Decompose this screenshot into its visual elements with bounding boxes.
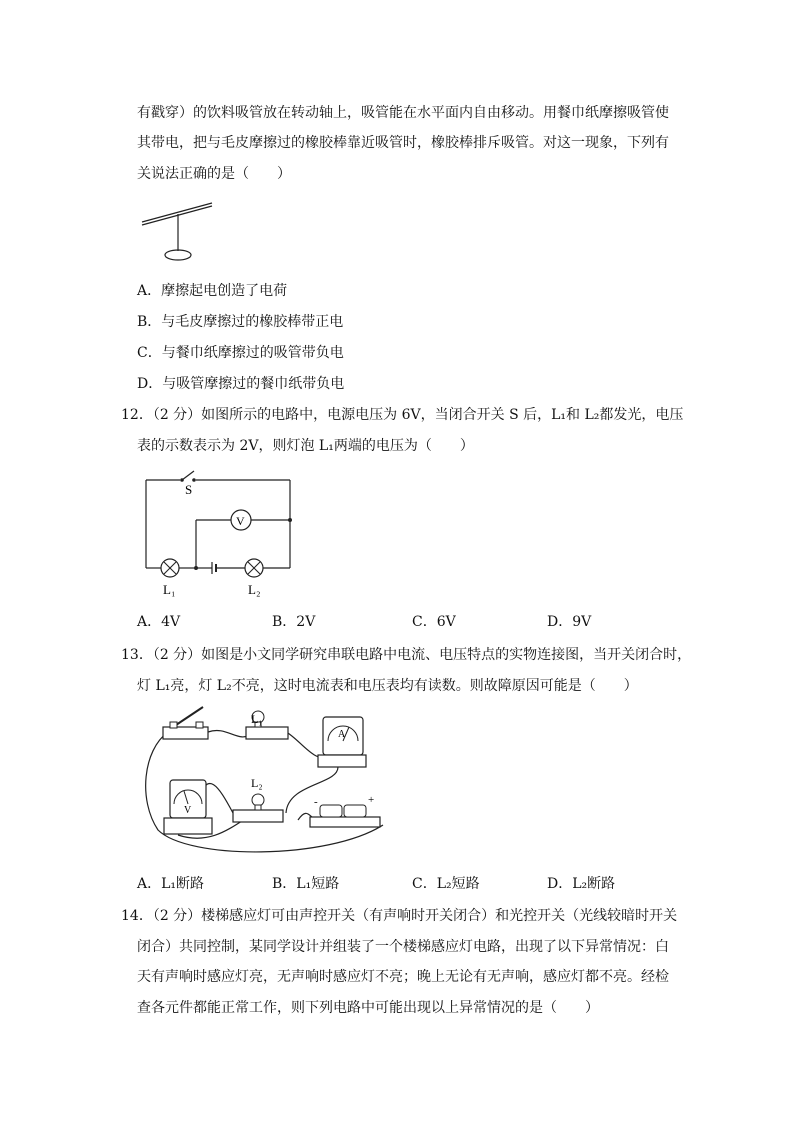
q11-stem-line-1: 有戳穿）的饮料吸管放在转动轴上，吸管能在水平面内自由移动。用餐巾纸摩擦吸管使 bbox=[137, 105, 669, 121]
voltmeter-label: V bbox=[184, 805, 192, 816]
q14-stem-line-1: 14．（2 分）楼梯感应灯可由声控开关（有声响时开关闭合）和光控开关（光线较暗时开关 bbox=[121, 908, 678, 924]
lamp2-label: L₂ bbox=[248, 582, 261, 597]
q14-stem-line-2: 闭合）共同控制，某同学设计并组装了一个楼梯感应灯电路，出现了以下异常情况：白 bbox=[137, 939, 669, 955]
straw-on-pivot-figure bbox=[138, 195, 218, 270]
q13-stem-line-1: 13．（2 分）如图是小文同学研究串联电路中电流、电压特点的实物连接图，当开关闭合时， bbox=[121, 647, 692, 663]
q13-stem-line-2: 灯 L₁亮，灯 L₂不亮，这时电流表和电压表均有读数。则故障原因可能是（ ） bbox=[137, 678, 638, 694]
q11-stem-line-3: 关说法正确的是（ ） bbox=[137, 166, 291, 182]
battery-plus-label: + bbox=[368, 794, 375, 806]
ammeter-label: A bbox=[338, 729, 346, 740]
q12-option-c[interactable]: C．6V bbox=[412, 614, 456, 630]
lamp1-label: L₁ bbox=[163, 582, 176, 597]
q13-option-d[interactable]: D．L₂断路 bbox=[547, 876, 616, 892]
q11-option-d[interactable]: D．与吸管摩擦过的餐巾纸带负电 bbox=[137, 376, 345, 392]
battery-minus-label: - bbox=[314, 796, 318, 808]
q13-option-a[interactable]: A．L₁断路 bbox=[137, 876, 205, 892]
q14-stem-line-4: 查各元件都能正常工作，则下列电路中可能出现以上异常情况的是（ ） bbox=[137, 1000, 599, 1016]
q11-stem-line-2: 其带电，把与毛皮摩擦过的橡胶棒靠近吸管时，橡胶棒排斥吸管。对这一现象，下列有 bbox=[137, 135, 669, 151]
lamp1-label: L₁ bbox=[251, 712, 263, 726]
q11-option-b[interactable]: B．与毛皮摩擦过的橡胶棒带正电 bbox=[137, 314, 344, 330]
switch-label: S bbox=[185, 482, 193, 497]
q12-circuit-diagram bbox=[138, 470, 298, 600]
q12-option-a[interactable]: A．4V bbox=[137, 614, 181, 630]
q12-option-b[interactable]: B．2V bbox=[272, 614, 316, 630]
q12-option-d[interactable]: D．9V bbox=[547, 614, 592, 630]
lamp2-label: L₂ bbox=[251, 776, 263, 790]
q13-option-c[interactable]: C．L₂短路 bbox=[412, 876, 480, 892]
q13-option-b[interactable]: B．L₁短路 bbox=[272, 876, 340, 892]
q11-option-a[interactable]: A．摩擦起电创造了电荷 bbox=[137, 283, 288, 299]
q12-stem-line-2: 表的示数表示为 2V，则灯泡 L₁两端的电压为（ ） bbox=[137, 438, 474, 454]
voltmeter-label: V bbox=[236, 514, 245, 528]
q14-stem-line-3: 天有声响时感应灯亮，无声响时感应灯不亮；晚上无论有无声响，感应灯都不亮。经检 bbox=[137, 969, 669, 985]
q11-option-c[interactable]: C．与餐巾纸摩擦过的吸管带负电 bbox=[137, 345, 344, 361]
q13-physical-circuit-figure bbox=[138, 705, 398, 865]
q12-stem-line-1: 12．（2 分）如图所示的电路中，电源电压为 6V，当闭合开关 S 后，L₁和 L₂都发光，电压 bbox=[121, 407, 684, 423]
